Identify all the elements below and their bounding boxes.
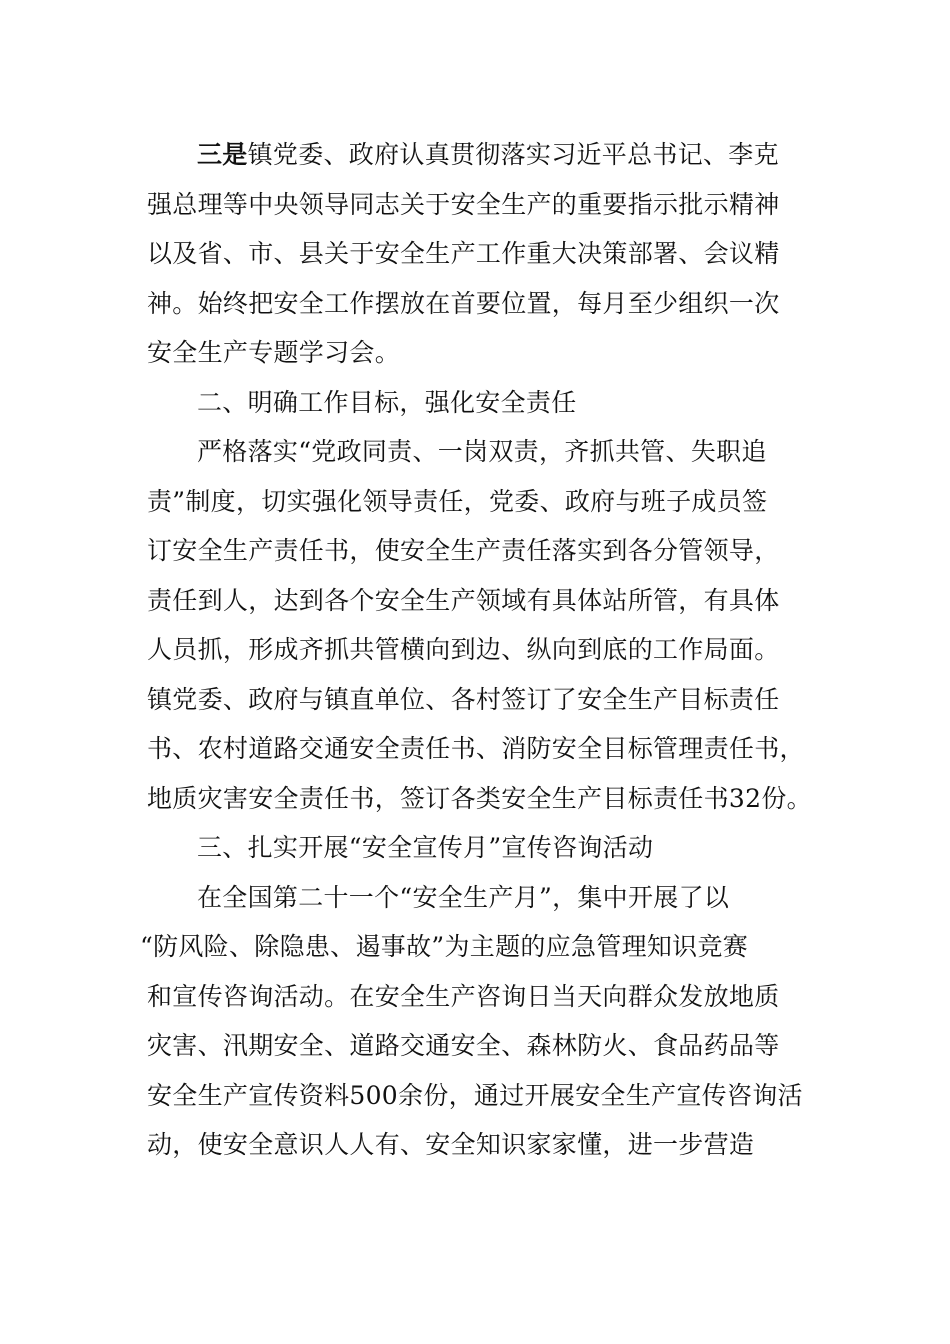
paragraph-line: 责任到人，达到各个安全生产领域有具体站所管，有具体: [147, 585, 780, 615]
paragraph-line: [197, 130, 779, 180]
section-heading: 三、扎实开展“安全宣传月”宣传咨询活动: [197, 833, 654, 862]
section-heading: 二、明确工作目标，强化安全责任: [197, 387, 577, 417]
paragraph-line: 严格落实“党政同责、一岗双责，齐抓共管、失职追: [197, 437, 767, 466]
paragraph-line: 强总理等中央领导同志关于安全生产的重要指示批示精神: [147, 189, 780, 219]
paragraph-line: 订安全生产责任书，使安全生产责任落实到各分管领导，: [147, 536, 780, 565]
paragraph-line: 和宣传咨询活动。在安全生产咨询日当天向群众发放地质: [147, 981, 780, 1011]
bold-lead: 三是: [197, 140, 248, 169]
paragraph-line: 地质灾害安全责任书，签订各类安全生产目标责任书32份。: [147, 783, 812, 813]
paragraph-line: 动，使安全意识人人有、安全知识家家懂，进一步营造: [147, 1130, 755, 1159]
paragraph-line: 责”制度，切实强化领导责任，党委、政府与班子成员签: [147, 486, 768, 516]
paragraph-line: 神。始终把安全工作摆放在首要位置，每月至少组织一次: [147, 288, 780, 318]
paragraph-line: 灾害、汛期安全、道路交通安全、森林防火、食品药品等: [147, 1031, 780, 1060]
paragraph-line: 以及省、市、县关于安全生产工作重大决策部署、会议精: [147, 239, 780, 268]
paragraph-line: 在全国第二十一个“安全生产月”，集中开展了以: [197, 882, 730, 912]
paragraph-line: 安全生产专题学习会。: [147, 338, 401, 367]
paragraph-line: “防风险、除隐患、遏事故”为主题的应急管理知识竞赛: [140, 932, 749, 961]
paragraph-line: 人员抓，形成齐抓共管横向到边、纵向到底的工作局面。: [147, 635, 780, 664]
paragraph-line: 镇党委、政府与镇直单位、各村签订了安全生产目标责任: [147, 684, 780, 714]
line-text: 镇党委、政府认真贯彻落实习近平总书记、李克: [247, 140, 779, 169]
paragraph-line: 书、农村道路交通安全责任书、消防安全目标管理责任书，: [147, 734, 805, 763]
paragraph-line: 安全生产宣传资料500余份，通过开展安全生产宣传咨询活: [147, 1080, 803, 1110]
